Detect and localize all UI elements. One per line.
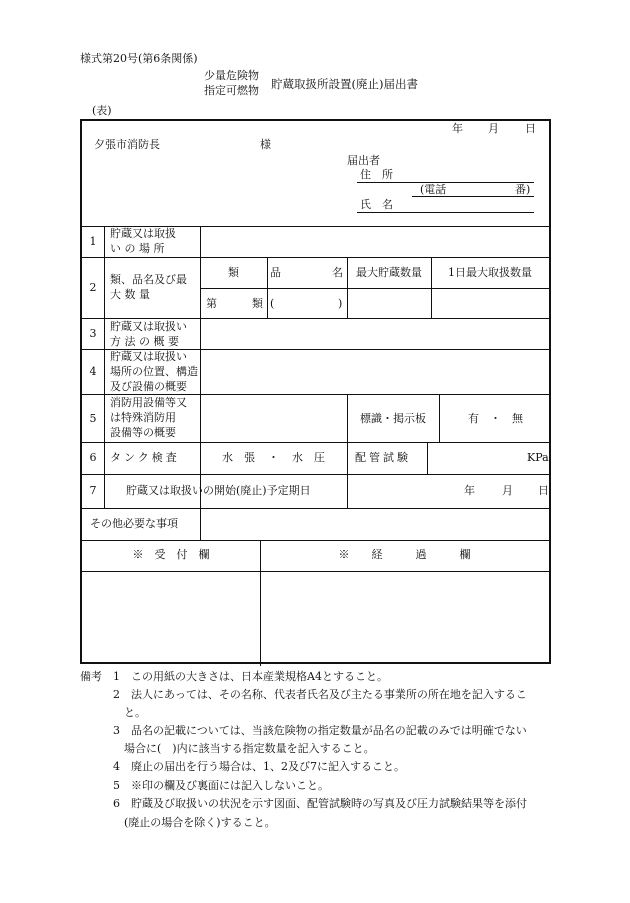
water-4: 圧 (314, 451, 325, 464)
title-small-2: 指定可燃物 (204, 84, 259, 97)
paren-open: ( (270, 297, 275, 310)
row2-label-2: 大 数 量 (110, 288, 150, 301)
progress-column: ※ 経 過 欄 (338, 548, 471, 561)
water-3: 水 (292, 451, 303, 464)
form-title: 貯蔵取扱所設置(廃止)届出書 (271, 77, 418, 91)
class-dai: 第 (206, 297, 217, 310)
start-day: 日 (538, 484, 549, 497)
header-class: 類 (228, 266, 239, 279)
name-label[interactable]: 氏 名 (360, 198, 393, 211)
date-day: 日 (525, 122, 536, 135)
pipe-test-label: 配管試験 (355, 451, 411, 464)
start-month: 月 (502, 484, 513, 497)
header-item-2: 名 (332, 266, 343, 279)
start-year: 年 (464, 484, 475, 497)
note-2b: と。 (124, 706, 146, 719)
water-1: 水 (222, 451, 233, 464)
water-2: 張 (244, 451, 255, 464)
paren-close: ) (338, 297, 343, 310)
row5-number: 5 (89, 412, 97, 425)
option-separator: ・ (490, 412, 501, 425)
notifier-label: 届出者 (347, 154, 380, 167)
option-no[interactable]: 無 (512, 412, 523, 425)
tank-inspection-label: タンク検査 (110, 451, 180, 464)
date-month: 月 (488, 122, 499, 135)
row5-label-1: 消防用設備等又 (110, 396, 187, 409)
form-number: 様式第20号(第6条関係) (80, 52, 198, 65)
note-3b: 場合に( )内に該当する指定数量を記入すること。 (124, 742, 375, 755)
note-5: 5 ※印の欄及び裏面には記入しないこと。 (113, 779, 329, 792)
notification-form (80, 119, 551, 664)
note-6a: 6 貯蔵及び取扱いの状況を示す図面、配管試験時の写真及び圧力試験結果等を添付 (113, 797, 527, 810)
note-4: 4 廃止の届出を行う場合は、1、2及び7に記入すること。 (113, 760, 405, 773)
row3-label-2: 方 法 の 概 要 (110, 335, 179, 348)
row2-number: 2 (89, 281, 97, 294)
row3-number: 3 (89, 327, 97, 340)
row4-label-2: 場所の位置、構造 (110, 365, 198, 378)
row5-label-2: は特殊消防用 (110, 411, 176, 424)
note-1: 1 この用紙の大きさは、日本産業規格A4とすること。 (113, 670, 388, 683)
row3-label-1: 貯蔵又は取扱い (110, 320, 187, 333)
header-daily-max: 1日最大取扱数量 (448, 266, 532, 279)
note-3a: 3 品名の記載については、当該危険物の指定数量が品名の記載のみでは明確でない (113, 724, 527, 737)
date-year: 年 (452, 122, 463, 135)
phone-open: (電話 (420, 183, 447, 196)
recipient: 夕張市消防長 (94, 138, 160, 151)
row1-label-2: い の 場 所 (110, 242, 165, 255)
row1-label-1: 貯蔵又は取扱 (110, 227, 176, 240)
note-2a: 2 法人にあっては、その名称、代表者氏名及び主たる事業所の所在地を記入するこ (113, 688, 527, 701)
other-matters-label: その他必要な事項 (90, 517, 178, 530)
sign-board-label: 標識・掲示板 (360, 412, 426, 425)
row4-label-3: 及び設備の概要 (110, 380, 187, 393)
honorific: 様 (260, 138, 271, 151)
pressure-unit: KPa (527, 451, 549, 464)
phone-close: 番) (515, 183, 531, 196)
address-label[interactable]: 住 所 (360, 168, 393, 181)
row7-number: 7 (89, 484, 97, 497)
row4-label-1: 貯蔵又は取扱い (110, 350, 187, 363)
class-rui: 類 (252, 297, 263, 310)
start-date-label: 貯蔵又は取扱いの開始(廃止)予定期日 (126, 484, 311, 497)
header-item-1: 品 (270, 266, 281, 279)
notes-label: 備考 (80, 670, 102, 683)
title-small-1: 少量危険物 (204, 69, 259, 82)
reception-column: ※ 受 付 欄 (132, 548, 210, 561)
row1-number: 1 (89, 235, 97, 248)
header-max-storage: 最大貯蔵数量 (356, 266, 422, 279)
water-separator: ・ (268, 451, 279, 464)
note-6b: (廃止の場合を除く)すること。 (124, 816, 276, 829)
row2-label-1: 類、品名及び最 (110, 273, 187, 286)
row4-number: 4 (89, 365, 97, 378)
side-label: (表) (92, 104, 112, 117)
row6-number: 6 (89, 451, 97, 464)
option-yes[interactable]: 有 (468, 412, 479, 425)
row5-label-3: 設備等の概要 (110, 426, 176, 439)
